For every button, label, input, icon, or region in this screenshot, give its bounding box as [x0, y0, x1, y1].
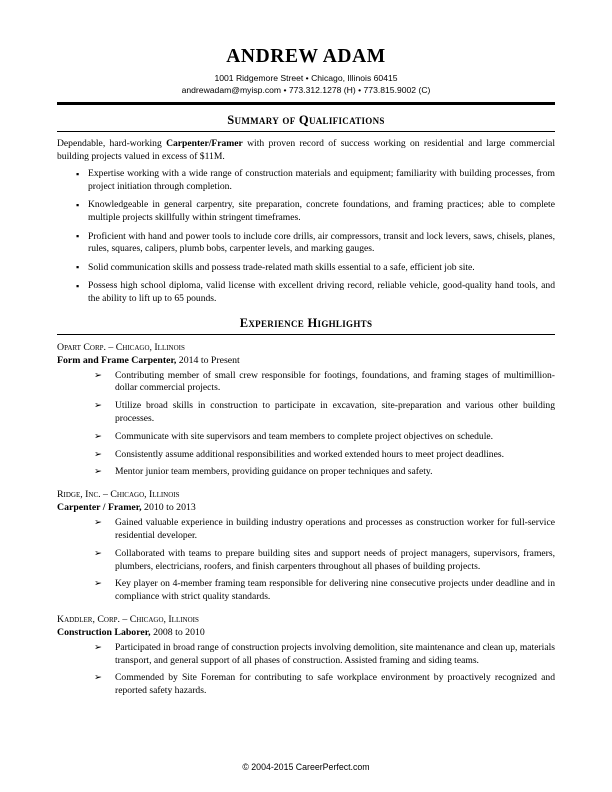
- job-title: Form and Frame Carpenter,: [57, 354, 177, 366]
- experience-section: [57, 316, 555, 699]
- list-item: ▪ Proficient with hand and power tools to include core drills, air compressors, transit and lock levers, saws, chisels, planes, rules, squares, calipers, plumb bobs, carpenter levels, and marking gauges.: [57, 231, 555, 256]
- job-entry: [57, 341, 555, 480]
- job-company: Ridge, Inc. – Chicago, Illinois: [57, 489, 180, 501]
- experience-rule: [57, 334, 555, 335]
- list-item: ▪ Solid communication skills and possess trade-related math skills essential to a safe, efficient job site.: [57, 262, 555, 275]
- list-item: ➢ Contributing member of small crew responsible for footings, foundations, and framing stages of multimillion-dollar commercial projects.: [57, 370, 555, 396]
- header: [57, 46, 555, 105]
- list-item: ➢ Utilize broad skills in construction to participate in excavation, site-preparation and various other building processes.: [57, 400, 555, 426]
- list-item: ▪ Possess high school diploma, valid license with excellent driving record, reliable vehicle, good-quality hand tools, and the ability to lift up to 65 pounds.: [57, 280, 555, 305]
- job-entry: [57, 613, 555, 698]
- list-item: ➢ Participated in broad range of construction projects involving demolition, site maintenance and clean up, materials transport, and general support of all phases of construction. Assisted framing and siding teams.: [57, 642, 555, 668]
- summary-intro-text: Dependable, hard-working Carpenter/Framer with proven record of success working on residential and large commercial building projects valued in excess of $11M.: [57, 138, 555, 162]
- job-dates: 2008 to 2010: [150, 626, 205, 638]
- job-company: Opart Corp. – Chicago, Illinois: [57, 341, 185, 353]
- list-item: ➢ Commended by Site Foreman for contributing to safe workplace environment by proactively recognized and reported safety hazards.: [57, 672, 555, 698]
- summary-bullet-list: [57, 168, 555, 305]
- job-dates: 2010 to 2013: [141, 502, 196, 514]
- candidate-contact: andrewadam@myisp.com • 773.312.1278 (H) • 773.815.9002 (C): [181, 85, 431, 95]
- job-bullet-list: [57, 370, 555, 480]
- candidate-address: 1001 Ridgemore Street • Chicago, Illinois 60415: [214, 73, 398, 83]
- summary-heading: Summary of Qualifications: [227, 113, 385, 127]
- summary-section: [57, 113, 555, 306]
- candidate-name: ANDREW ADAM: [226, 46, 386, 67]
- list-item: ➢ Collaborated with teams to prepare building sites and support needs of project managers, supervisors, framers, plumbers, electricians, roofers, and finish carpenters throughout all phases of building projects.: [57, 548, 555, 574]
- list-item: ➢ Gained valuable experience in building industry operations and processes as construction worker for full-service residential developer.: [57, 517, 555, 543]
- summary-rule: [57, 131, 555, 132]
- experience-heading: Experience Highlights: [239, 315, 373, 330]
- job-title-line: [57, 501, 555, 514]
- list-item: ➢ Communicate with site supervisors and team members to complete project objectives on schedule.: [57, 431, 555, 444]
- list-item: ➢ Key player on 4-member framing team responsible for delivering nine consecutive projects under deadline and in compliance with strict quality standards.: [57, 578, 555, 604]
- header-rule-thin: [57, 104, 555, 105]
- footer-copyright: © 2004-2015 CareerPerfect.com: [242, 762, 370, 772]
- list-item: ▪ Expertise working with a wide range of construction materials and equipment; familiarity with building processes, from project initiation through completion.: [57, 168, 555, 193]
- job-bullet-list: [57, 517, 555, 604]
- job-bullet-list: [57, 642, 555, 698]
- job-dates: 2014 to Present: [176, 354, 240, 366]
- job-company: Kaddler, Corp. – Chicago, Illinois: [57, 613, 199, 625]
- list-item: ➢ Consistently assume additional responsibilities and worked extended hours to meet project deadlines.: [57, 449, 555, 462]
- summary-intro: [57, 138, 555, 163]
- job-title: Construction Laborer,: [57, 626, 151, 638]
- job-entry: [57, 488, 555, 604]
- job-title: Carpenter / Framer,: [57, 502, 142, 514]
- list-item: ▪ Knowledgeable in general carpentry, site preparation, concrete foundations, and framing practices; able to complete multiple projects skillfully within stringent timeframes.: [57, 199, 555, 224]
- job-title-line: [57, 626, 555, 639]
- job-title-line: [57, 354, 555, 367]
- list-item: ➢ Mentor junior team members, providing guidance on proper techniques and safety.: [57, 466, 555, 479]
